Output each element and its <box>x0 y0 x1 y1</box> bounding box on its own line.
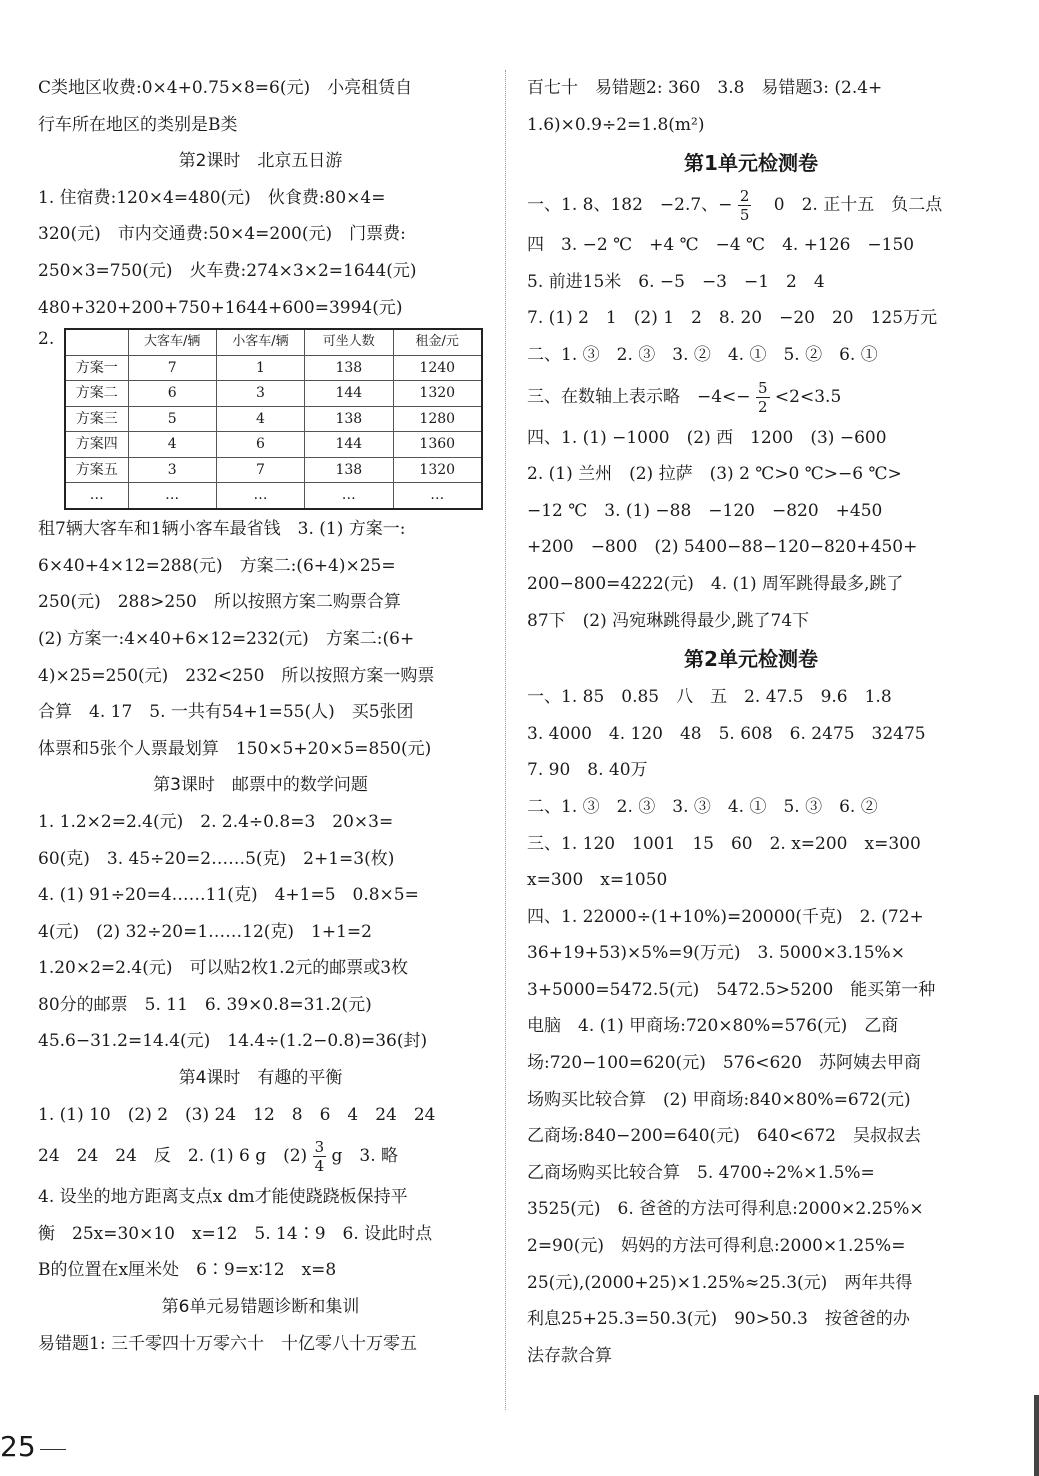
text-line: 7. 90 8. 40万 <box>527 760 648 781</box>
text-line: 四 3. −2 ℃ +4 ℃ −4 ℃ 4. +126 −150 <box>527 235 915 256</box>
unit-test-heading: 第2单元检测卷 <box>684 647 818 672</box>
text-line: 36+19+53)×5%=9(万元) 3. 5000×3.15%× <box>527 943 905 964</box>
text-line: 体票和5张个人票最划算 150×5+20×5=850(元) <box>38 738 432 759</box>
table-cell: 138 <box>305 457 393 483</box>
section-heading: 第6单元易错题诊断和集训 <box>161 1297 360 1318</box>
text-line: 乙商场购买比较合算 5. 4700÷2%×1.5%= <box>527 1162 875 1183</box>
text-line: 87下 (2) 冯宛琳跳得最少,跳了74下 <box>527 610 810 631</box>
text-line: 四、1. (1) −1000 (2) 西 1200 (3) −600 <box>527 427 887 448</box>
text-line: 250(元) 288>250 所以按照方案二购票合算 <box>38 592 401 613</box>
table-cell: 138 <box>305 355 393 381</box>
table-cell: 6 <box>128 381 216 407</box>
unit-test-heading: 第1单元检测卷 <box>684 151 818 176</box>
text-line: 法存款合算 <box>527 1345 612 1366</box>
text-line: 三、1. 120 1001 15 60 2. x=200 x=300 <box>527 833 921 854</box>
table-cell: 4 <box>216 406 304 432</box>
text-segment: 一、1. 8、182 −2.7、− <box>527 195 733 216</box>
table-cell: … <box>128 483 216 509</box>
table-row <box>65 483 482 509</box>
text-line: 3525(元) 6. 爸爸的方法可得利息:2000×2.25%× <box>527 1199 924 1220</box>
table-header-row <box>65 329 482 355</box>
table-cell: … <box>393 483 482 509</box>
text-line: 4)×25=250(元) 232<250 所以按照方案一购票 <box>38 665 435 686</box>
text-line: 3+5000=5472.5(元) 5472.5>5200 能买第一种 <box>527 979 936 1000</box>
text-line: 二、1. ③ 2. ③ 3. ② 4. ① 5. ② 6. ① <box>527 344 878 365</box>
table-cell: 方案一 <box>65 355 128 381</box>
text-line: 45.6−31.2=14.4(元) 14.4÷(1.2−0.8)=36(封) <box>38 1031 428 1052</box>
header-cell: 小客车/辆 <box>216 329 304 355</box>
text-line: 320(元) 市内交通费:50×4=200(元) 门票费: <box>38 224 406 245</box>
table-row <box>65 432 482 458</box>
fraction <box>738 187 752 224</box>
table-cell: 144 <box>305 432 393 458</box>
table-cell: 138 <box>305 406 393 432</box>
text-line: 25(元),(2000+25)×1.25%≈25.3(元) 两年共得 <box>527 1272 913 1293</box>
table-cell: 3 <box>128 457 216 483</box>
table-cell: 6 <box>216 432 304 458</box>
table-cell: … <box>305 483 393 509</box>
plan-table-block <box>38 326 483 511</box>
text-segment: <2<3.5 <box>774 386 842 407</box>
table-cell: 1320 <box>393 457 482 483</box>
section-heading: 第4课时 有趣的平衡 <box>178 1068 343 1089</box>
text-line: 1.6)×0.9÷2=1.8(m²) <box>527 114 705 135</box>
right-column <box>527 70 975 1374</box>
table-cell: 1 <box>216 355 304 381</box>
text-line: (2) 方案一:4×40+6×12=232(元) 方案二:(6+ <box>38 628 415 649</box>
table-row <box>65 406 482 432</box>
text-line: 60(克) 3. 45÷20=2……5(克) 2+1=3(枚) <box>38 848 395 869</box>
page-number-dash <box>40 1449 66 1450</box>
text-line: 4. 设坐的地方距离支点x dm才能使跷跷板保持平 <box>38 1187 408 1208</box>
text-segment: g 3. 略 <box>331 1146 399 1167</box>
header-cell: 大客车/辆 <box>128 329 216 355</box>
text-line: x=300 x=1050 <box>527 870 668 891</box>
text-line: 3. 4000 4. 120 48 5. 608 6. 2475 32475 <box>527 723 926 744</box>
text-segment: 24 24 24 反 2. (1) 6 g (2) <box>38 1146 308 1167</box>
table-cell: 7 <box>216 457 304 483</box>
section-heading: 第2课时 北京五日游 <box>178 151 343 172</box>
text-line: 4(元) (2) 32÷20=1……12(克) 1+1=2 <box>38 921 372 942</box>
page-edge-bar <box>1034 1395 1039 1476</box>
section-heading: 第3课时 邮票中的数学问题 <box>153 775 368 796</box>
table-cell: 方案四 <box>65 432 128 458</box>
table-cell: 方案五 <box>65 457 128 483</box>
text-line: 二、1. ③ 2. ③ 3. ③ 4. ① 5. ③ 6. ② <box>527 796 878 817</box>
text-line: 250×3=750(元) 火车费:274×3×2=1644(元) <box>38 260 417 281</box>
text-line: 7. (1) 2 1 (2) 1 2 8. 20 −20 20 125万元 <box>527 308 938 329</box>
text-line: 场:720−100=620(元) 576<620 苏阿姨去甲商 <box>527 1053 921 1074</box>
table-cell: 1320 <box>393 381 482 407</box>
text-line: +200 −800 (2) 5400−88−120−820+450+ <box>527 537 918 558</box>
header-cell <box>65 329 128 355</box>
rental-plan-table <box>64 328 483 510</box>
table-cell: … <box>216 483 304 509</box>
text-line: 200−800=4222(元) 4. (1) 周军跳得最多,跳了 <box>527 573 904 594</box>
text-line: B的位置在x厘米处 6∶9=x∶12 x=8 <box>38 1260 337 1281</box>
table-cell: 方案二 <box>65 381 128 407</box>
text-line: 场购买比较合算 (2) 甲商场:840×80%=672(元) <box>527 1089 911 1110</box>
text-line: 1.20×2=2.4(元) 可以贴2枚1.2元的邮票或3枚 <box>38 958 409 979</box>
text-line: 租7辆大客车和1辆小客车最省钱 3. (1) 方案一: <box>38 519 406 540</box>
question-number: 2. <box>38 329 55 350</box>
column-divider <box>505 70 506 1410</box>
fraction-denominator: 4 <box>314 1157 325 1176</box>
fraction <box>756 379 770 416</box>
table-cell: 1360 <box>393 432 482 458</box>
table-cell: 144 <box>305 381 393 407</box>
table-cell: 3 <box>216 381 304 407</box>
text-line: 一、1. 85 0.85 八 五 2. 47.5 9.6 1.8 <box>527 687 892 708</box>
text-line: 乙商场:840−200=640(元) 640<672 吴叔叔去 <box>527 1126 921 1147</box>
text-line: 6×40+4×12=288(元) 方案二:(6+4)×25= <box>38 555 396 576</box>
text-line: 易错题1: 三千零四十万零六十 十亿零八十万零五 <box>38 1333 417 1354</box>
fraction-denominator: 2 <box>757 397 768 416</box>
text-line: 5. 前进15米 6. −5 −3 −1 2 4 <box>527 271 825 292</box>
header-cell: 可坐人数 <box>305 329 393 355</box>
table-cell: 1240 <box>393 355 482 381</box>
text-line: −12 ℃ 3. (1) −88 −120 −820 +450 <box>527 500 883 521</box>
text-line: 百七十 易错题2: 360 3.8 易错题3: (2.4+ <box>527 78 883 98</box>
text-line: 合算 4. 17 5. 一共有54+1=55(人) 买5张团 <box>38 702 414 723</box>
text-line: 4. (1) 91÷20=4……11(克) 4+1=5 0.8×5= <box>38 885 419 906</box>
text-segment: 三、在数轴上表示略 −4<− <box>527 386 751 407</box>
table-cell: 5 <box>128 406 216 432</box>
text-line: 电脑 4. (1) 甲商场:720×80%=576(元) 乙商 <box>527 1016 899 1037</box>
text-line: 2. (1) 兰州 (2) 拉萨 (3) 2 ℃>0 ℃>−6 ℃> <box>527 464 902 485</box>
text-line: 1. (1) 10 (2) 2 (3) 24 12 8 6 4 24 24 <box>38 1104 436 1125</box>
text-line-with-fraction <box>527 374 975 420</box>
text-line: 行车所在地区的类别是B类 <box>38 114 238 135</box>
header-cell: 租金/元 <box>393 329 482 355</box>
text-line-with-fraction <box>527 183 975 227</box>
table-row <box>65 355 482 381</box>
text-line: 衡 25x=30×10 x=12 5. 14∶9 6. 设此时点 <box>38 1223 433 1244</box>
text-line: 四、1. 22000÷(1+10%)=20000(千克) 2. (72+ <box>527 906 924 927</box>
fraction-numerator: 2 <box>739 187 750 206</box>
table-cell: 1280 <box>393 406 482 432</box>
text-line: 80分的邮票 5. 11 6. 39×0.8=31.2(元) <box>38 994 372 1015</box>
fraction-numerator: 5 <box>757 378 768 397</box>
text-line: 1. 1.2×2=2.4(元) 2. 2.4÷0.8=3 20×3= <box>38 811 394 832</box>
fraction-numerator: 3 <box>314 1138 325 1157</box>
left-column <box>38 70 483 1362</box>
fraction-denominator: 5 <box>739 206 750 225</box>
text-line: 480+320+200+750+1644+600=3994(元) <box>38 297 403 318</box>
text-line: 1. 住宿费:120×4=480(元) 伙食费:80×4= <box>38 187 386 208</box>
table-row <box>65 457 482 483</box>
text-segment: 0 2. 正十五 负二点 <box>756 195 943 216</box>
fraction <box>313 1138 327 1175</box>
text-line: 2=90(元) 妈妈的方法可得利息:2000×1.25%= <box>527 1236 906 1257</box>
table-cell: 方案三 <box>65 406 128 432</box>
text-line: 利息25+25.3=50.3(元) 90>50.3 按爸爸的办 <box>527 1309 910 1330</box>
text-line: C类地区收费:0×4+0.75×8=6(元) 小亮租赁自 <box>38 78 413 98</box>
table-cell: … <box>65 483 128 509</box>
table-row <box>65 381 482 407</box>
page-number: 25 <box>0 1430 36 1463</box>
table-cell: 7 <box>128 355 216 381</box>
text-line-with-fraction <box>38 1133 483 1179</box>
table-cell: 4 <box>128 432 216 458</box>
